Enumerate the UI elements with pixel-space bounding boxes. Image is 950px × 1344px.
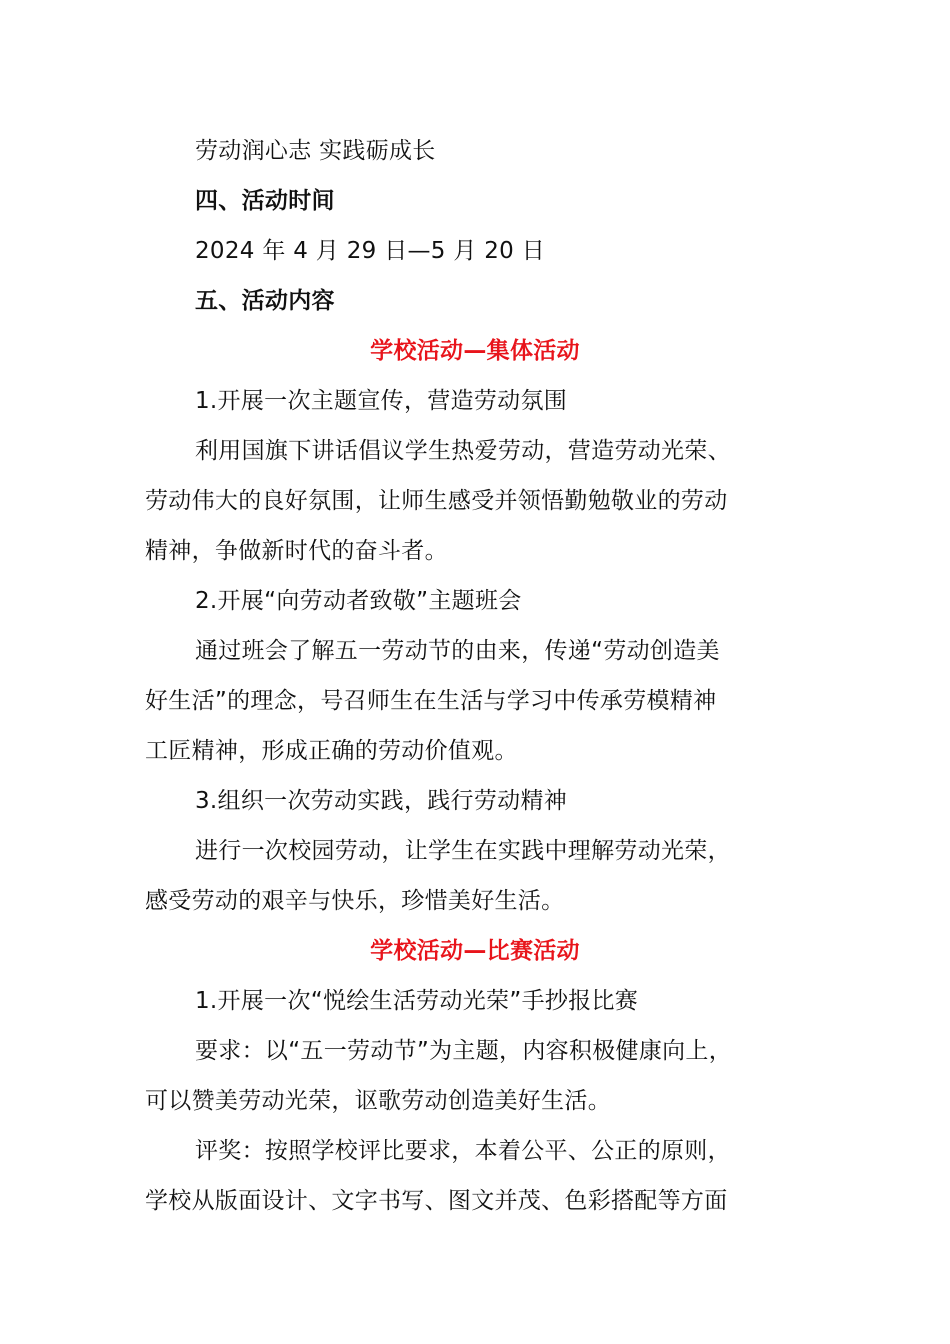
section-title-collective: 学校活动—集体活动 bbox=[370, 338, 580, 364]
item-1-body-line-1: 利用国旗下讲话倡议学生热爱劳动，营造劳动光荣、 bbox=[195, 438, 731, 464]
item-2-body-line-2: 好生活”的理念，号召师生在生活与学习中传承劳模精神 bbox=[145, 688, 717, 714]
item-2-body-line-3: 工匠精神，形成正确的劳动价值观。 bbox=[145, 738, 518, 764]
heading-activity-time: 四、活动时间 bbox=[195, 188, 335, 214]
section-title-competition: 学校活动—比赛活动 bbox=[370, 938, 580, 964]
competition-item-1-title: 1.开展一次“悦绘生活劳动光荣”手抄报比赛 bbox=[195, 988, 639, 1014]
item-1-body-line-3: 精神，争做新时代的奋斗者。 bbox=[145, 538, 448, 564]
heading-activity-content: 五、活动内容 bbox=[195, 288, 335, 314]
awards-line-2: 学校从版面设计、文字书写、图文并茂、色彩搭配等方面 bbox=[145, 1188, 728, 1214]
item-1-body-line-2: 劳动伟大的良好氛围，让师生感受并领悟勤勉敬业的劳动 bbox=[145, 488, 728, 514]
item-2-title: 2.开展“向劳动者致敬”主题班会 bbox=[195, 588, 522, 614]
activity-date-range: 2024 年 4 月 29 日—5 月 20 日 bbox=[195, 238, 546, 264]
theme-line: 劳动润心志 实践砺成长 bbox=[195, 138, 436, 164]
item-3-body-line-2: 感受劳动的艰辛与快乐，珍惜美好生活。 bbox=[145, 888, 565, 914]
item-3-body-line-1: 进行一次校园劳动，让学生在实践中理解劳动光荣， bbox=[195, 838, 731, 864]
requirements-line-1: 要求：以“五一劳动节”为主题，内容积极健康向上， bbox=[195, 1038, 733, 1064]
item-2-body-line-1: 通过班会了解五一劳动节的由来，传递“劳动创造美 bbox=[195, 638, 720, 664]
item-1-title: 1.开展一次主题宣传，营造劳动氛围 bbox=[195, 388, 568, 414]
awards-line-1: 评奖：按照学校评比要求，本着公平、公正的原则， bbox=[195, 1138, 731, 1164]
requirements-line-2: 可以赞美劳动光荣，讴歌劳动创造美好生活。 bbox=[145, 1088, 611, 1114]
item-3-title: 3.组织一次劳动实践，践行劳动精神 bbox=[195, 788, 568, 814]
